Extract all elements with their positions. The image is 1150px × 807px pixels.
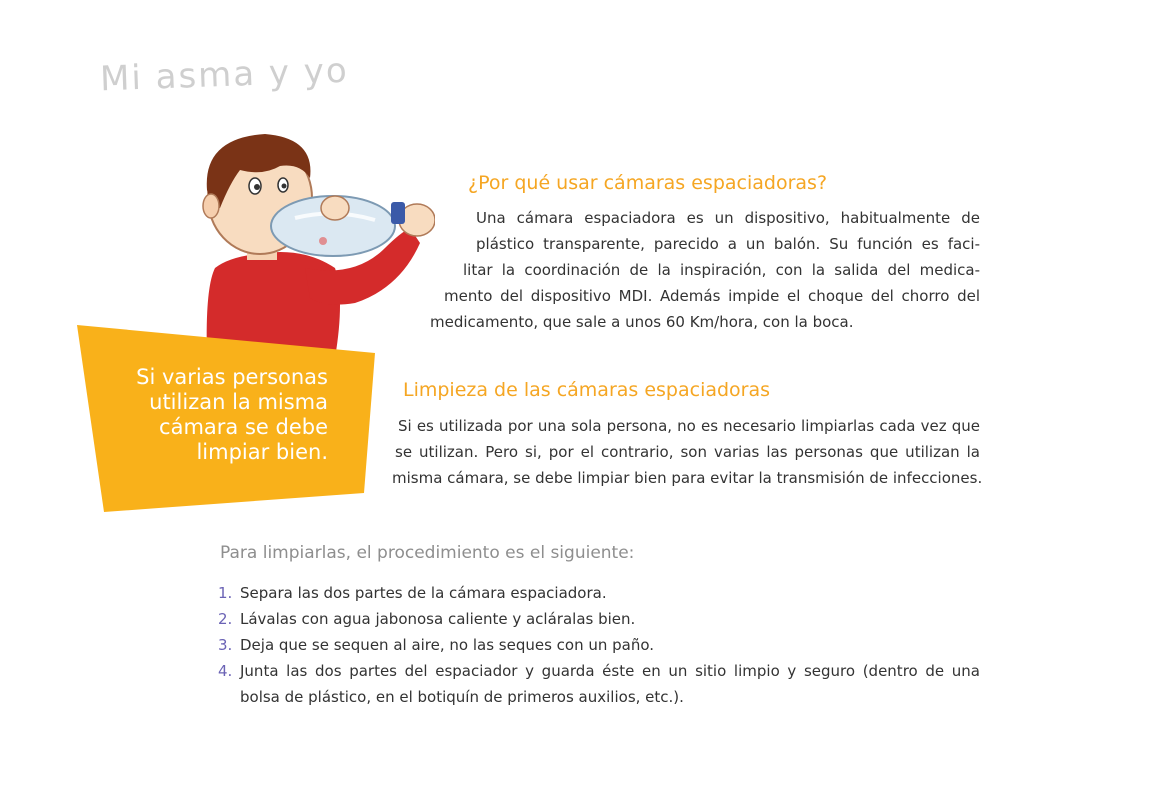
paragraph-line: mento del dispositivo MDI. Además impide el choque del chorro del <box>444 287 980 305</box>
paragraph-line: plástico transparente, parecido a un balón. Su función es faci- <box>476 235 980 253</box>
paragraph-line: litar la coordinación de la inspiración, con la salida del medica- <box>463 261 980 279</box>
inhaler <box>391 202 405 224</box>
callout-line: cámara se debe <box>159 415 328 439</box>
paragraph-line: Una cámara espaciadora es un dispositivo, habitualmente de <box>476 209 980 227</box>
child-spacer-illustration <box>185 128 435 358</box>
list-item <box>218 606 980 632</box>
step-text: bolsa de plástico, en el botiquín de primeros auxilios, etc.). <box>240 688 684 706</box>
list-item <box>218 580 980 606</box>
callout-line: utilizan la misma <box>149 390 328 414</box>
section-cleaning-paragraph <box>392 413 983 491</box>
step-text: Junta las dos partes del espaciador y guarda éste en un sitio limpio y seguro (dentro de una <box>240 662 980 680</box>
procedure-intro: Para limpiarlas, el procedimiento es el siguiente: <box>220 543 635 563</box>
step-text: Separa las dos partes de la cámara espaciadora. <box>240 584 607 602</box>
procedure-steps <box>218 580 980 710</box>
step-number: 2. <box>218 610 233 628</box>
step-number: 1. <box>218 584 233 602</box>
step-text: Deja que se sequen al aire, no las seques con un paño. <box>240 636 655 654</box>
paragraph-line: Si es utilizada por una sola persona, no es necesario limpiarlas cada vez que <box>398 417 980 435</box>
section-title-cleaning: Limpieza de las cámaras espaciadoras <box>403 379 771 401</box>
section-title-why: ¿Por qué usar cámaras espaciadoras? <box>468 172 828 194</box>
callout-box <box>72 325 382 515</box>
paragraph-line: misma cámara, se debe limpiar bien para evitar la transmisión de infecciones. <box>392 469 983 487</box>
callout-text <box>72 365 328 465</box>
step-number: 4. <box>218 662 233 680</box>
step-text: Lávalas con agua jabonosa caliente y acláralas bien. <box>240 610 636 628</box>
callout-line: Si varias personas <box>136 365 328 389</box>
callout-line: limpiar bien. <box>196 440 328 464</box>
step-number: 3. <box>218 636 233 654</box>
paragraph-line: se utilizan. Pero si, por el contrario, son varias las personas que utilizan la <box>395 443 980 461</box>
list-item <box>218 658 980 710</box>
paragraph-line: medicamento, que sale a unos 60 Km/hora, con la boca. <box>430 313 854 331</box>
page-header: Mi asma y yo <box>99 50 350 100</box>
section-why-paragraph <box>430 205 980 335</box>
list-item <box>218 632 980 658</box>
